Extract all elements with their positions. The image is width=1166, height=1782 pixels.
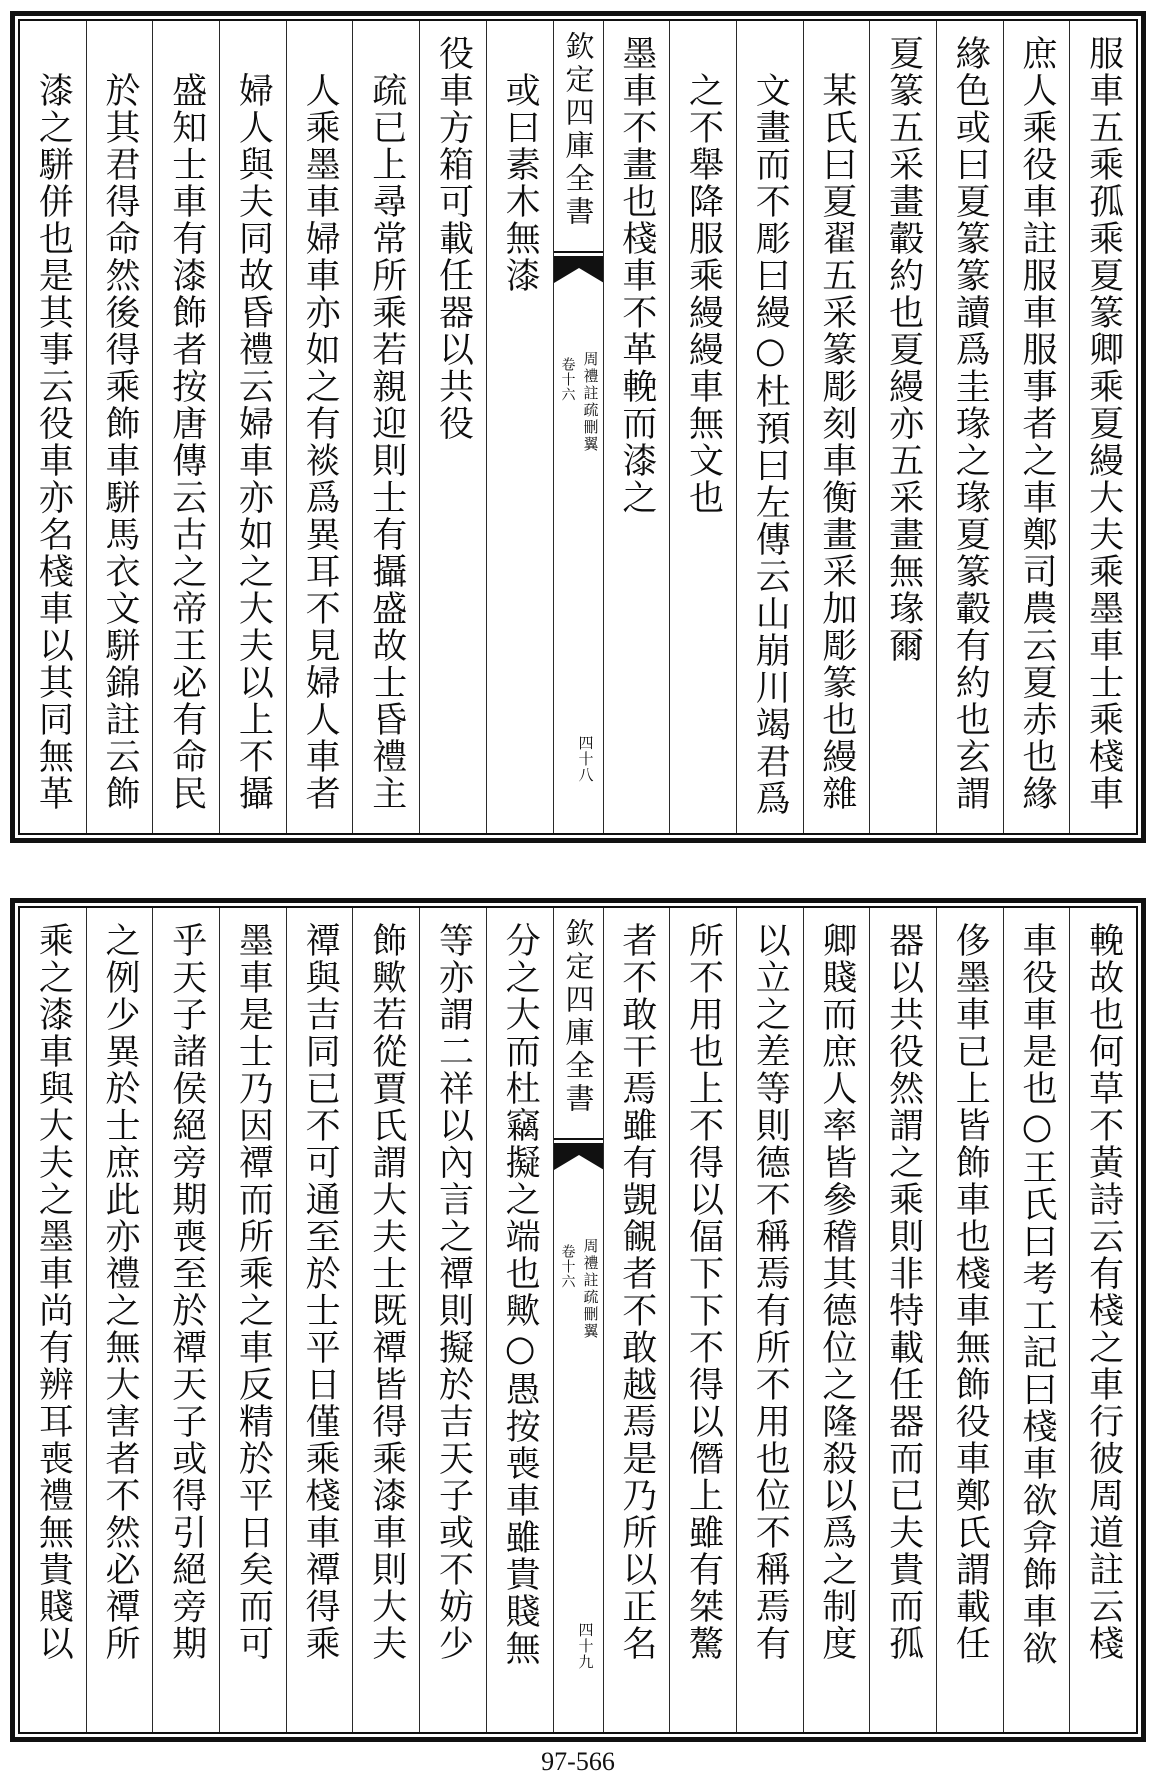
text-column <box>86 908 153 1732</box>
column-text: 或曰素木無漆 <box>500 72 541 294</box>
column-text: 以立之差等則德不稱焉有所不用也位不稱焉有 <box>750 922 791 1662</box>
text-column <box>1069 21 1136 833</box>
page-frame <box>18 19 1138 835</box>
text-column <box>1003 908 1070 1732</box>
column-text: 分之大而杜竊擬之端也歟○愚按喪車雖貴賤無 <box>500 922 541 1667</box>
text-column <box>86 21 153 833</box>
column-text: 乘之漆車與大夫之墨車尚有辨耳喪禮無貴賤以 <box>33 922 74 1662</box>
text-column <box>219 908 286 1732</box>
column-text: 之例少異於士庶此亦禮之無大害者不然必禫所 <box>100 922 141 1662</box>
fishtail-mark <box>554 1138 603 1174</box>
text-column <box>603 908 670 1732</box>
column-text: 侈墨車已上皆飾車也棧車無飾役車鄭氏謂載任 <box>950 922 991 1662</box>
column-text: 漆之駢併也是其事云役車亦名棧車以其同無革 <box>33 72 74 812</box>
leaf-number: 四十九 <box>576 1622 595 1670</box>
text-column <box>803 908 870 1732</box>
leaf-number: 四十八 <box>576 735 595 783</box>
upper-page <box>10 11 1146 843</box>
column-text: 役車方箱可載任器以共役 <box>433 35 474 442</box>
text-column <box>486 21 553 833</box>
text-column <box>219 21 286 833</box>
column-text: 之不舉降服乘縵縵車無文也 <box>683 72 724 516</box>
column-text: 輓故也何草不黃詩云有棧之車行彼周道註云棧 <box>1083 922 1124 1662</box>
volume-label: 卷十六 <box>559 357 576 402</box>
fishtail-rule <box>554 251 603 253</box>
text-column <box>152 21 219 833</box>
text-column <box>152 908 219 1732</box>
text-column <box>869 21 936 833</box>
column-text: 緣色或曰夏篆篆讀爲圭瑑之瑑夏篆轂有約也玄謂 <box>950 35 991 812</box>
text-column <box>669 21 736 833</box>
column-text: 墨車不畫也棧車不革輓而漆之 <box>616 35 657 516</box>
column-text: 禫與吉同已不可通至於士平日僅乘棧車禫得乘 <box>300 922 341 1662</box>
fishtail-shape <box>554 256 603 283</box>
column-text: 器以共役然謂之乘則非特載任器而已夫貴而孤 <box>883 922 924 1662</box>
column-text: 卿賤而庶人率皆參稽其德位之隆殺以爲之制度 <box>816 922 857 1662</box>
column-text: 夏篆五采畫轂約也夏縵亦五采畫無瑑爾 <box>883 35 924 664</box>
text-column <box>20 908 86 1732</box>
text-column <box>20 21 86 833</box>
text-column <box>419 21 486 833</box>
center-margin-strip <box>553 21 603 833</box>
fishtail-shape <box>554 1143 603 1170</box>
column-text: 乎天子諸侯絕旁期喪至於禫天子或得引絕旁期 <box>166 922 207 1662</box>
column-text: 於其君得命然後得乘飾車駢馬衣文駢錦註云飾 <box>100 72 141 812</box>
column-text: 婦人與夫同故昏禮云婦車亦如之大夫以上不攝 <box>233 72 274 812</box>
column-text: 所不用也上不得以偪下下不得以僭上雖有桀驁 <box>683 922 724 1662</box>
volume-label: 卷十六 <box>559 1244 576 1289</box>
column-text: 等亦謂二祥以內言之禫則擬於吉天子或不妨少 <box>433 922 474 1662</box>
text-column <box>1003 21 1070 833</box>
text-column <box>803 21 870 833</box>
column-text: 文畫而不彫曰縵○杜預曰左傳云山崩川竭君爲 <box>750 72 791 817</box>
lower-page <box>10 898 1146 1742</box>
text-column <box>486 908 553 1732</box>
text-column <box>352 908 419 1732</box>
text-column <box>352 21 419 833</box>
column-text: 車役車是也○王氏曰考工記曰棧車欲弇飾車欲 <box>1016 922 1057 1667</box>
page-frame <box>18 906 1138 1734</box>
column-text: 飾歟若從賈氏謂大夫士既禫皆得乘漆車則大夫 <box>366 922 407 1662</box>
text-column <box>736 21 803 833</box>
text-column <box>286 908 353 1732</box>
text-column <box>869 908 936 1732</box>
text-column <box>1069 908 1136 1732</box>
column-text: 疏已上尋常所乘若親迎則士有攝盛故士昏禮主 <box>366 72 407 812</box>
column-text: 某氏曰夏翟五采篆彫刻車衡畫采加彫篆也縵雜 <box>816 72 857 812</box>
text-column <box>736 908 803 1732</box>
book-title: 欽定四庫全書 <box>561 918 596 1116</box>
text-column <box>936 21 1003 833</box>
text-column <box>936 908 1003 1732</box>
center-margin-strip <box>553 908 603 1732</box>
text-column <box>603 21 670 833</box>
column-text: 盛知士車有漆飾者按唐傳云古之帝王必有命民 <box>166 72 207 812</box>
work-title: 周禮註疏刪翼 <box>581 351 600 453</box>
work-title: 周禮註疏刪翼 <box>581 1238 600 1340</box>
column-text: 墨車是士乃因禫而所乘之車反精於平日矣而可 <box>233 922 274 1662</box>
page-code: 97-566 <box>541 1747 615 1776</box>
fishtail-mark <box>554 251 603 287</box>
column-text: 人乘墨車婦車亦如之有裧爲異耳不見婦人車者 <box>300 72 341 812</box>
column-text: 者不敢干焉雖有覬覦者不敢越焉是乃所以正名 <box>616 922 657 1662</box>
column-text: 服車五乘孤乘夏篆卿乘夏縵大夫乘墨車士乘棧車 <box>1083 35 1124 812</box>
book-title: 欽定四庫全書 <box>561 31 596 229</box>
text-column <box>419 908 486 1732</box>
column-text: 庶人乘役車註服車服事者之車鄭司農云夏赤也緣 <box>1016 35 1057 812</box>
text-column <box>286 21 353 833</box>
text-column <box>669 908 736 1732</box>
fishtail-rule <box>554 1138 603 1140</box>
